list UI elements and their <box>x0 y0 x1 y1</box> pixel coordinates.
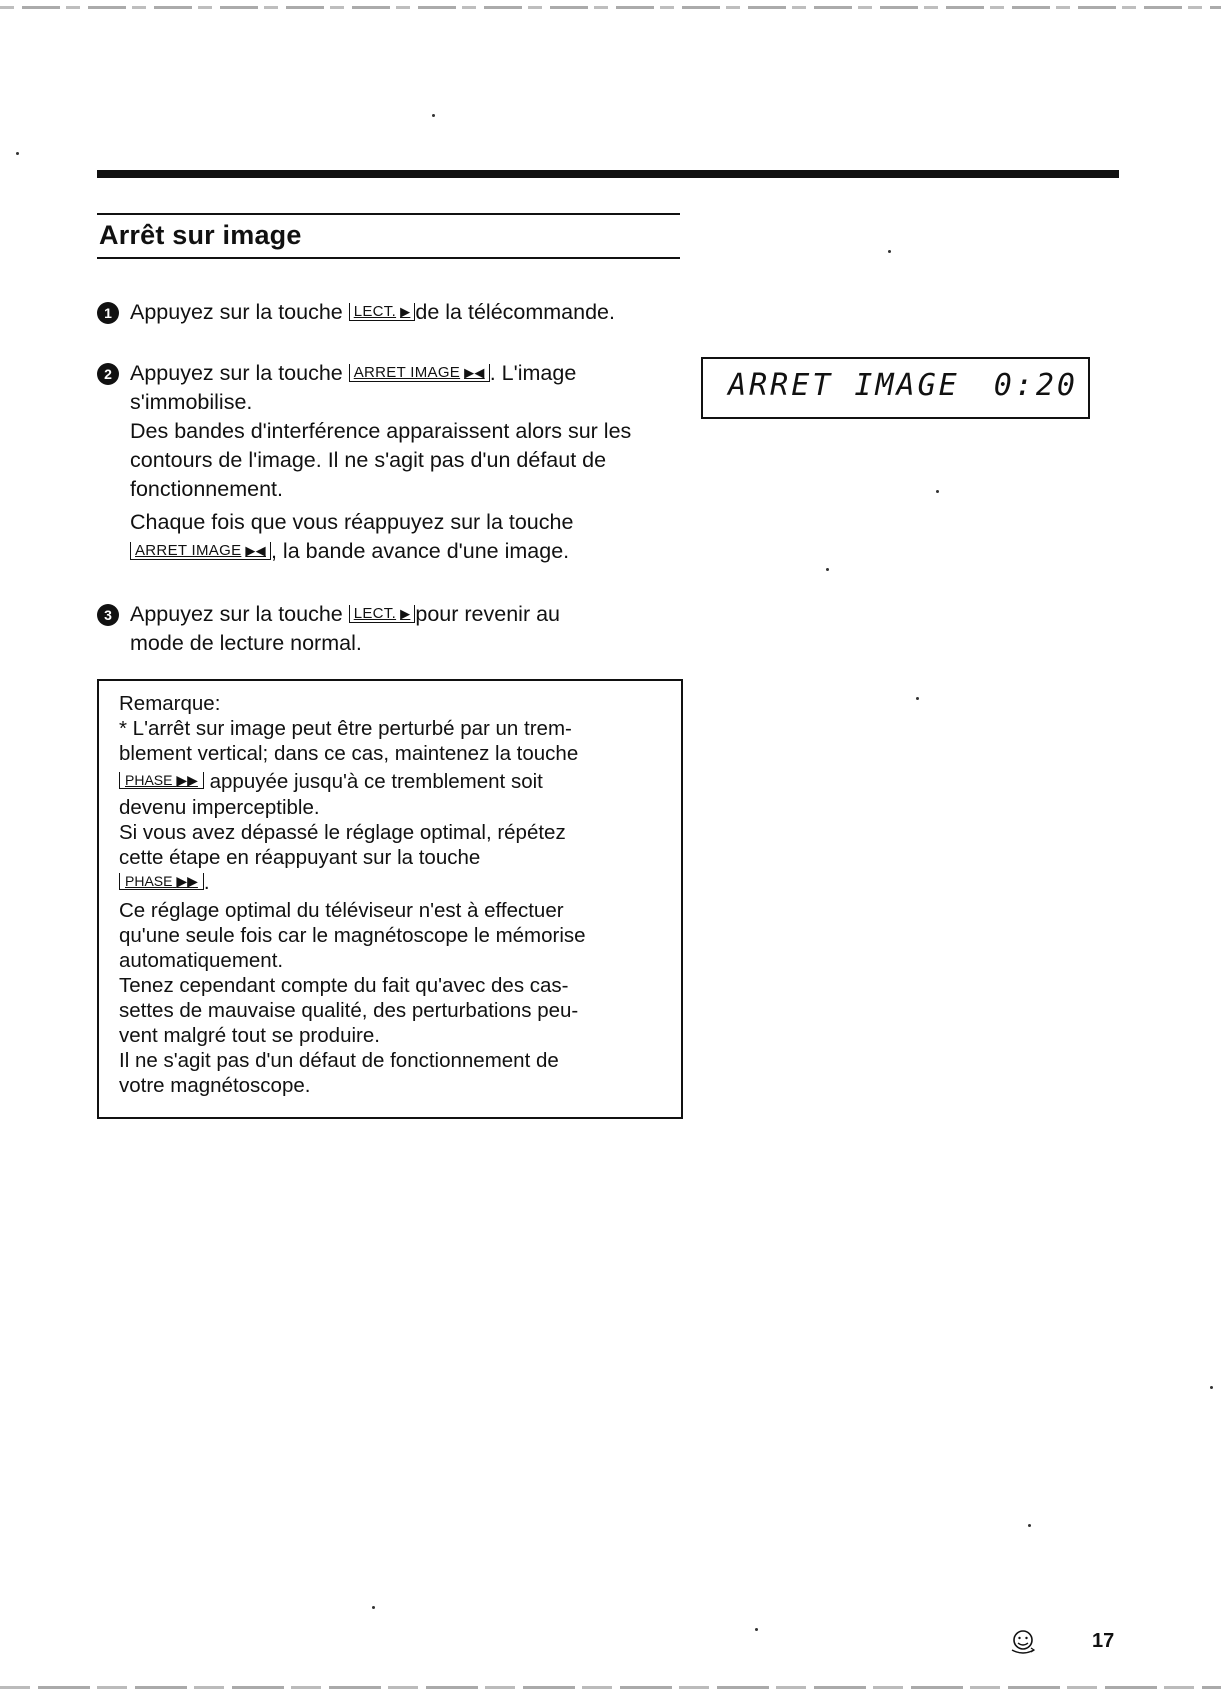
step-3-line-2: mode de lecture normal. <box>130 631 362 655</box>
scan-speck <box>888 250 891 253</box>
scan-speck <box>936 490 939 493</box>
play-icon: ▶ <box>400 606 411 621</box>
lect-key: LECT. ▶ <box>349 605 416 623</box>
title-rule-top <box>97 213 680 215</box>
section-top-rule <box>97 170 1119 178</box>
step-2-number: 2 <box>97 363 119 385</box>
step-2-line-4: contours de l'image. Il ne s'agit pas d'un défaut de <box>130 448 607 472</box>
phase-key: PHASE ▶▶ <box>119 772 204 789</box>
frame-advance-icon: ▶◀ <box>245 543 266 558</box>
arret-image-key: ARRET IMAGE ▶◀ <box>349 364 490 382</box>
page-title: Arrêt sur image <box>99 220 302 250</box>
phase-icon: ▶▶ <box>176 873 198 889</box>
scan-edge-top <box>0 6 1221 9</box>
scan-speck <box>916 697 919 700</box>
vcr-display-time: 0:20 <box>993 368 1078 403</box>
phase-icon: ▶▶ <box>176 772 198 788</box>
note-line: settes de mauvaise qualité, des perturbations peu- <box>119 999 579 1022</box>
frame-advance-icon: ▶◀ <box>464 365 485 380</box>
scan-speck <box>1028 1524 1031 1527</box>
play-icon: ▶ <box>400 304 411 319</box>
step-2-line-1: Appuyez sur la touche ARRET IMAGE ▶◀ . L'image <box>130 361 577 385</box>
step-2-line-7: ARRET IMAGE ▶◀ , la bande avance d'une image. <box>130 537 569 566</box>
step-1-number: 1 <box>97 302 119 324</box>
step-3-number: 3 <box>97 604 119 626</box>
scan-speck <box>372 1606 375 1609</box>
note-line: automatiquement. <box>119 949 284 972</box>
step-2-line-2: s'immobilise. <box>130 390 253 414</box>
note-line: Tenez cependant compte du fait qu'avec des cas- <box>119 974 569 997</box>
title-rule-bottom <box>97 257 680 259</box>
vcr-display <box>701 357 1090 419</box>
note-line: Ce réglage optimal du téléviseur n'est à effectuer <box>119 899 564 922</box>
note-line: PHASE ▶▶ appuyée jusqu'à ce tremblement soit <box>119 769 543 794</box>
vcr-display-readout <box>728 368 1078 403</box>
lect-key: LECT. ▶ <box>349 303 416 321</box>
step-2-line-5: fonctionnement. <box>130 477 283 501</box>
note-line: votre magnétoscope. <box>119 1074 311 1097</box>
note-line: blement vertical; dans ce cas, maintenez la touche <box>119 742 579 765</box>
recycle-face-icon <box>1008 1626 1038 1656</box>
scan-edge-bottom <box>0 1686 1221 1689</box>
note-line: cette étape en réappuyant sur la touche <box>119 846 481 869</box>
step-1-text: Appuyez sur la touche LECT. ▶ de la télécommande. <box>130 300 615 324</box>
note-line: * L'arrêt sur image peut être perturbé par un trem- <box>119 717 572 740</box>
scan-speck <box>826 568 829 571</box>
note-line: Il ne s'agit pas d'un défaut de fonctionnement de <box>119 1049 559 1072</box>
note-line: Si vous avez dépassé le réglage optimal, répétez <box>119 821 566 844</box>
note-box <box>97 679 683 1119</box>
note-line: devenu imperceptible. <box>119 796 320 819</box>
note-line: vent malgré tout se produire. <box>119 1024 380 1047</box>
vcr-display-text: ARRET IMAGE <box>728 368 960 403</box>
note-line: PHASE ▶▶ . <box>119 870 210 895</box>
note-line: qu'une seule fois car le magnétoscope le mémorise <box>119 924 586 947</box>
step-3-line-1: Appuyez sur la touche LECT. ▶ pour revenir au <box>130 602 561 626</box>
scan-speck <box>1210 1386 1213 1389</box>
phase-key: PHASE ▶▶ <box>119 873 204 890</box>
step-2-line-3: Des bandes d'interférence apparaissent alors sur les <box>130 419 632 443</box>
scan-speck <box>16 152 19 155</box>
step-2-line-6: Chaque fois que vous réappuyez sur la touche <box>130 510 574 534</box>
arret-image-key: ARRET IMAGE ▶◀ <box>130 542 271 560</box>
scan-speck <box>432 114 435 117</box>
note-heading: Remarque: <box>119 692 221 715</box>
scan-speck <box>755 1628 758 1631</box>
page-number: 17 <box>1092 1630 1115 1652</box>
